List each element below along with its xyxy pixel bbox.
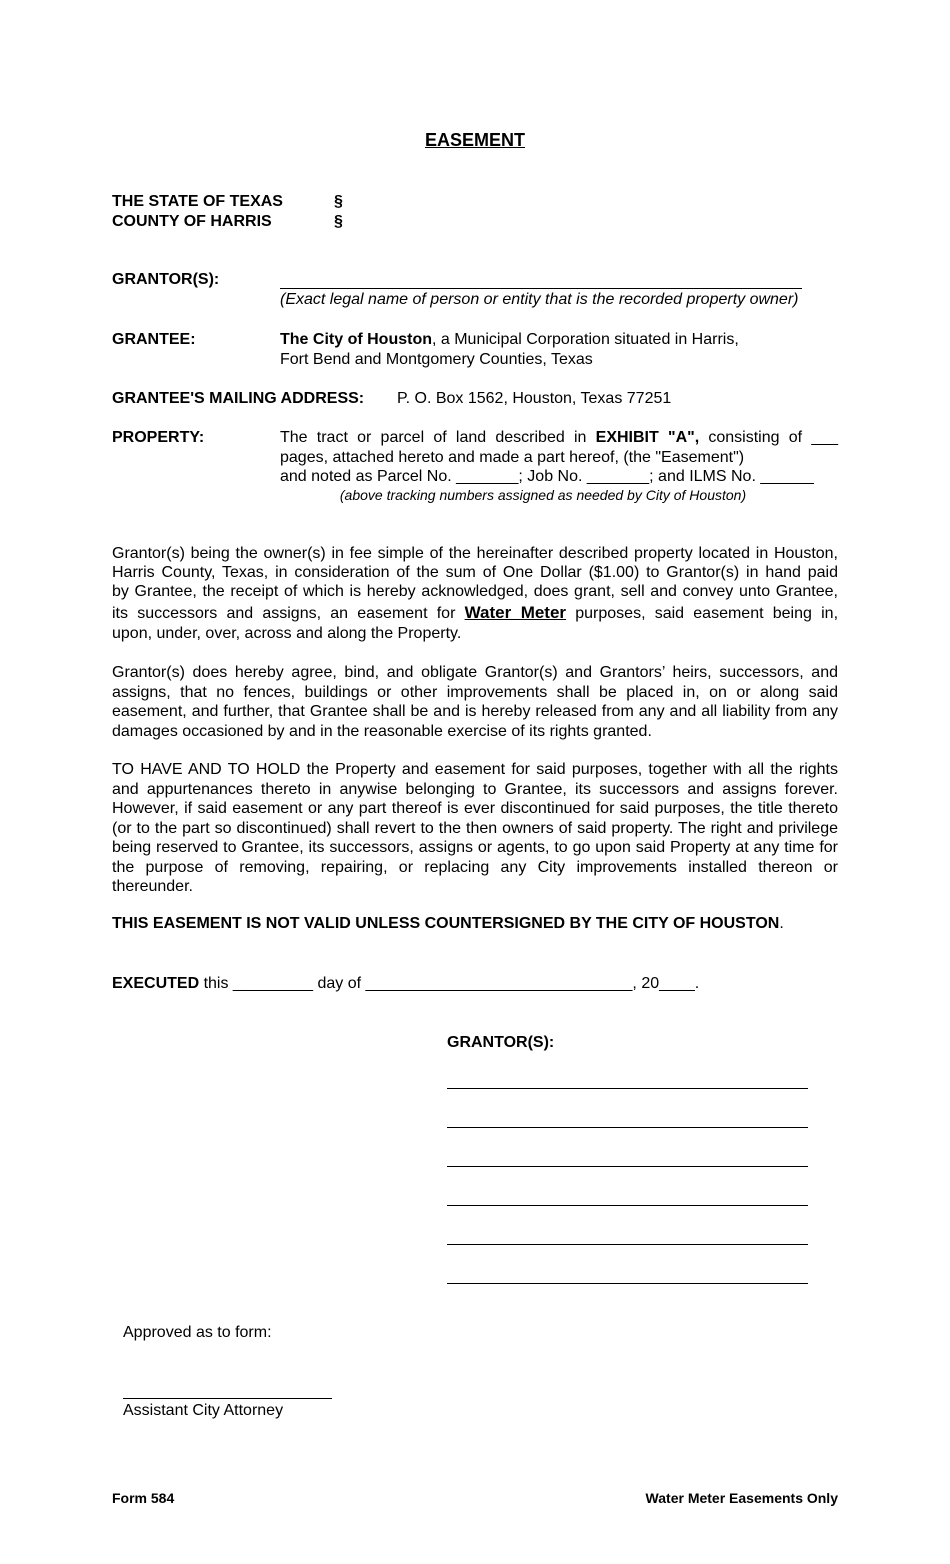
signature-line-1[interactable]: [447, 1088, 808, 1089]
grantor-label: GRANTOR(S):: [112, 271, 220, 288]
para3: TO HAVE AND TO HOLD the Property and easement for said purposes, together with all the rights and appurtenances thereto in anywise belonging to Grantee, its successors and assigns forever. However, if said easement or any part thereof is ever discontinued for said purposes, the title thereto (or to the part so discontinued) shall revert to the then owners of said property. The right and privilege being reserved to Grantee, its successors, assigns or agents, to go upon said Property at any time for the purpose of removing, repairing, or replacing any City improvements installed thereon or thereunder.: [112, 761, 838, 895]
property-line-1: [280, 428, 838, 448]
grantee-line1-rest: , a Municipal Corporation situated in Harris,: [431, 331, 739, 348]
form-number: Form 584: [112, 1490, 175, 1506]
validity-notice-end: .: [779, 915, 784, 932]
exhibit-ref: EXHIBIT "A",: [595, 429, 700, 446]
attorney-title: Assistant City Attorney: [123, 1402, 284, 1419]
footer-note: Water Meter Easements Only: [645, 1490, 838, 1506]
para1-line-2: Harris County, Texas, in consideration of the sum of One Dollar ($1.00) to Grantor(s) in hand paid: [112, 564, 838, 581]
para1-line-3: by Grantee, the receipt of which is hereby acknowledged, does grant, sell and convey unto Grantee,: [112, 583, 838, 600]
property-label: PROPERTY:: [112, 429, 205, 446]
para1-line-5: upon, under, over, across and along the Property.: [112, 625, 462, 642]
signature-line-6[interactable]: [447, 1283, 808, 1284]
executed-date-blanks[interactable]: this _________ day of ______________________________, 20____.: [199, 975, 700, 992]
property-line1-pre: The tract or parcel of land described in: [280, 429, 596, 446]
state-label: THE STATE OF TEXAS: [112, 193, 283, 210]
signature-line-2[interactable]: [447, 1127, 808, 1128]
property-line-2: pages, attached hereto and made a part hereof, (the "Easement"): [280, 449, 745, 466]
signature-line-4[interactable]: [447, 1205, 808, 1206]
tracking-note: (above tracking numbers assigned as needed by City of Houston): [339, 487, 747, 503]
signature-line-5[interactable]: [447, 1244, 808, 1245]
section-symbol-2: §: [334, 213, 343, 230]
signature-line-3[interactable]: [447, 1166, 808, 1167]
county-label: COUNTY OF HARRIS: [112, 213, 272, 230]
section-symbol-1: §: [334, 193, 343, 210]
grantee-line-1: [280, 330, 739, 350]
grantee-label: GRANTEE:: [112, 331, 196, 348]
validity-notice: THIS EASEMENT IS NOT VALID UNLESS COUNTERSIGNED BY THE CITY OF HOUSTON: [112, 915, 780, 932]
property-line-3: and noted as Parcel No. _______; Job No. _______; and ILMS No. ______: [280, 468, 814, 485]
executed-line: [112, 974, 699, 994]
validity-notice-line: [112, 914, 784, 934]
attorney-signature-line[interactable]: [123, 1398, 332, 1399]
grantor-hint: (Exact legal name of person or entity that is the recorded property owner): [280, 291, 799, 308]
executed-label: EXECUTED: [112, 975, 200, 992]
mailing-label: GRANTEE'S MAILING ADDRESS:: [112, 390, 365, 407]
mailing-address: P. O. Box 1562, Houston, Texas 77251: [397, 390, 672, 407]
easement-purpose: Water Meter: [464, 603, 567, 622]
para1-line4-post: purposes, said easement being in,: [566, 605, 839, 622]
grantee-line-2: Fort Bend and Montgomery Counties, Texas: [280, 351, 593, 368]
para2: Grantor(s) does hereby agree, bind, and obligate Grantor(s) and Grantors’ heirs, successors, and assigns, that no fences, buildings or other improvements shall be placed in, on or along said easement, and further, that Grantee shall be and is hereby released from any and all liability from any damages occasioned by and in the reasonable exercise of its rights granted.: [112, 664, 838, 740]
grantee-name: The City of Houston: [280, 331, 432, 348]
signature-grantor-label: GRANTOR(S):: [447, 1034, 555, 1051]
property-line1-post: consisting of ___: [699, 429, 839, 446]
para1-line-1: Grantor(s) being the owner(s) in fee simple of the hereinafter described property located in Houston,: [112, 545, 838, 562]
grantor-name-line[interactable]: [280, 288, 802, 289]
document-title: EASEMENT: [424, 130, 525, 150]
para1-line4-pre: its successors and assigns, an easement for: [112, 605, 465, 622]
approved-label: Approved as to form:: [123, 1324, 272, 1341]
para1-line-4: [112, 603, 838, 624]
